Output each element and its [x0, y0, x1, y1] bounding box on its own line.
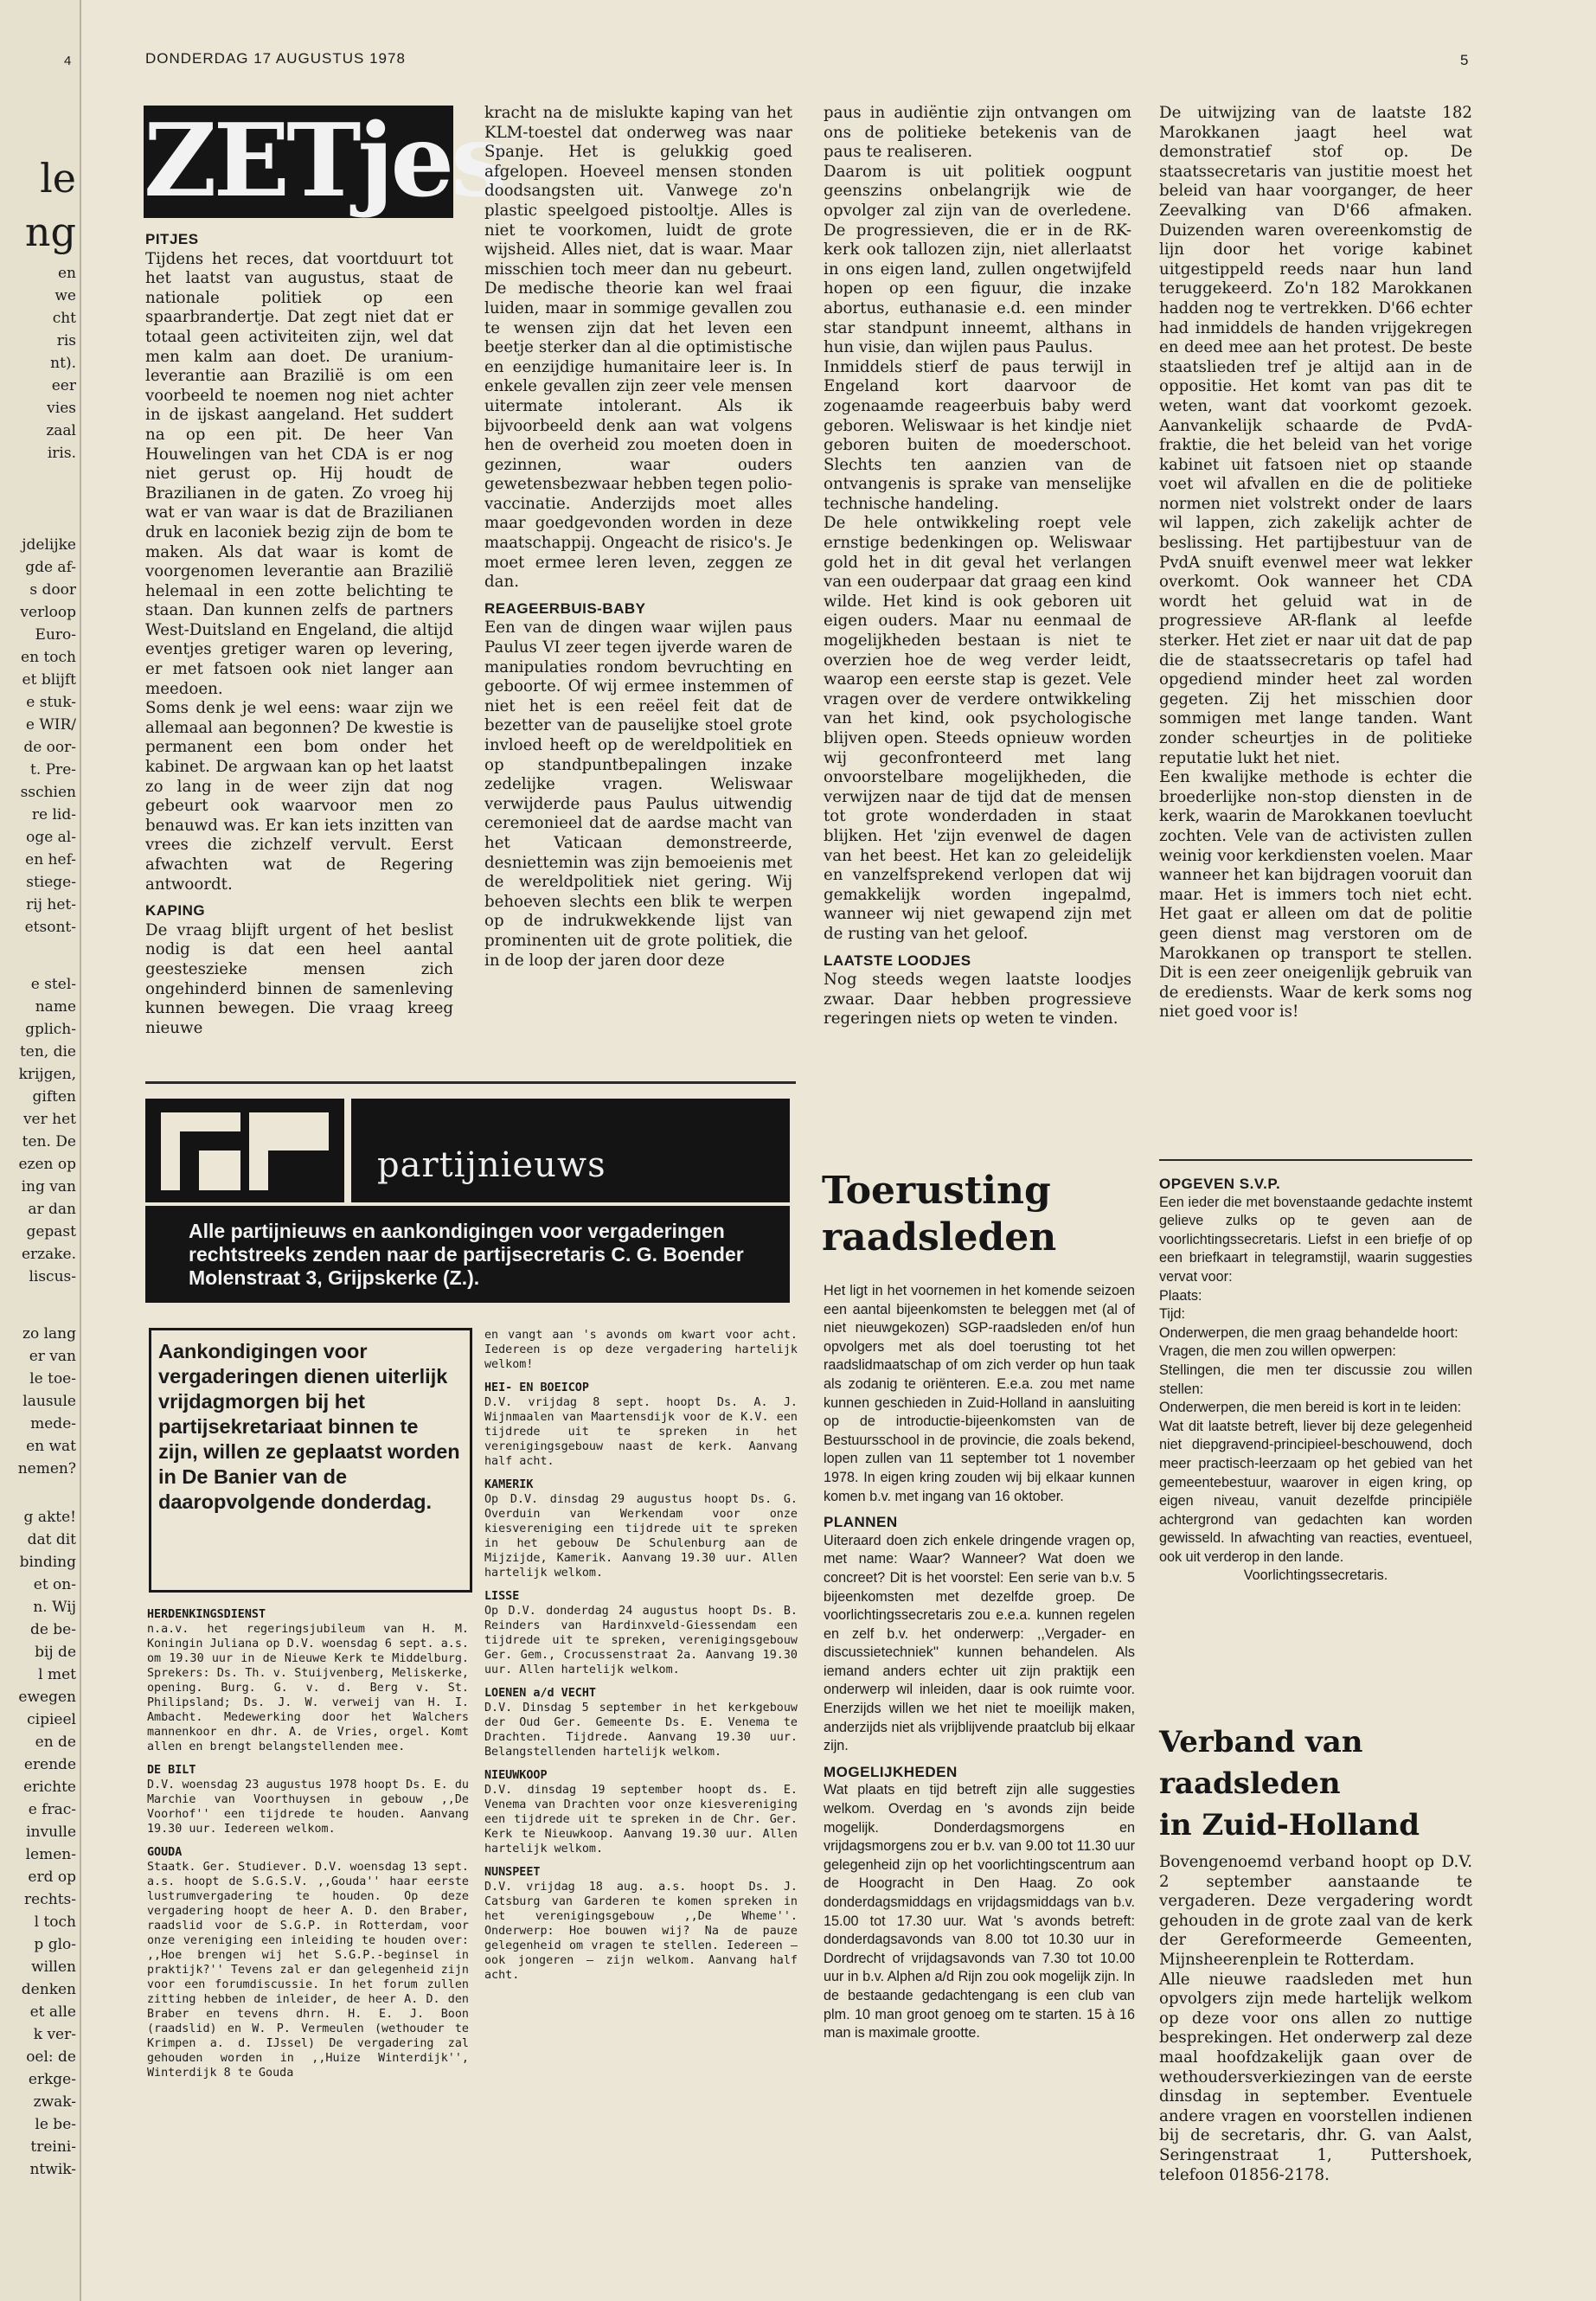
- verband-title-line: Verband van: [1159, 1725, 1363, 1759]
- verband-paragraph: Alle nieuwe raadsleden met hun opvolgers zijn mede hartelijk welkom op deze voor ons allen zo nuttige besprekingen. Het onderwerp zal deze maal hoofdzakelijk gaan over de wethoudersverkiezingen van de eerste dinsdag in september. Eventuele andere vragen en voorstellen indienen bij de secretaris, dhr. G. van Aalst, Seringenstraat 1, Puttershoek, telefoon 01856-2178.: [1159, 1970, 1472, 2184]
- zetjes-column-1: [145, 223, 453, 1038]
- article-paragraph: D.V. woensdag 23 augustus 1978 hoopt Ds. E. du Marchie van Voorthuysen in gebouw ,,De Voorhof'' een tijdrede te houden. Aanvang 19.30 uur. Iedereen welkom.: [147, 1779, 469, 1836]
- article-paragraph: D.V. dinsdag 19 september hoopt ds. E. Venema van Drachten voor onze kiesvereniging een tijdrede uit te spreken in de Chr. Ger. Kerk te Nieuwkoop. Aanvang 19.30 uur. Allen hartelijk welkom.: [484, 1784, 798, 1856]
- article-paragraph: D.V. vrijdag 8 sept. hoopt Ds. A. J. Wijnmaalen van Maartensdijk voor de K.V. een tijdrede uit te spreken in het verenigingsgebouw naast de kerk. Aanvang half acht.: [484, 1396, 798, 1468]
- opgeven-line: Plaats:: [1159, 1287, 1202, 1304]
- article-paragraph: Nog steeds wegen laatste loodjes zwaar. Daar hebben progressieve regeringen niets op weten te vinden.: [824, 971, 1131, 1029]
- opgeven-heading: OPGEVEN S.V.P.: [1159, 1176, 1281, 1192]
- article-paragraph: Daarom is uit politiek oogpunt geenszins onbelangrijk wie de opvolger zal zijn van de overledene. De progressieven, die er in de RK-kerk ook tallozen zijn, niet allerlaatst in ons eigen land, zullen ongetwijfeld hopen op een figuur, die inzake abortus, euthanasie e.d. een minder star standpunt inneemt, althans in hun visie, dan wijlen paus Paulus.: [824, 162, 1131, 357]
- left-page-fragment: krijgen,: [18, 1066, 76, 1083]
- party-logo-icon: [145, 1099, 344, 1202]
- verband-paragraph: Bovengenoemd verband hoopt op D.V. 2 september aanstaande te vergaderen. Deze vergadering wordt gehouden in de grote zaal van de kerk der Gereformeerde Gemeenten, Mijnsheerenplein te Rotterdam.: [1159, 1853, 1472, 1969]
- left-page-fragment: p glo-: [34, 1936, 76, 1953]
- article-subheading: MOGELIJKHEDEN: [824, 1763, 958, 1780]
- left-page-fragment: oge al-: [26, 829, 76, 846]
- article-subheading: NIEUWKOOP: [484, 1769, 548, 1782]
- toerusting-body: [824, 1282, 1135, 2043]
- left-page-fragment: ris: [56, 332, 76, 349]
- left-page-fragment: nemen?: [17, 1460, 76, 1477]
- toerusting-title-line: raadsleden: [822, 1215, 1057, 1259]
- deadline-announcement-text: Aankondigingen voor vergaderingen dienen uiterlijk vrijdagmorgen bij het partijsekretariaat binnen te zijn, willen ze geplaatst worden in De Banier van de daaropvolgende donderdag.: [158, 1340, 460, 1513]
- left-page-fragment: name: [35, 998, 76, 1016]
- article-paragraph: Inmiddels stierf de paus terwijl in Engeland kort daarvoor de zogenaamde reageerbuis baby werd geboren. Weliswaar is het kindje niet geboren buiten de moederschoot. Slechts ten aanzien van de ontvangenis is sprake van menselijke technische handeling.: [824, 357, 1131, 513]
- partijnieuws-title: partijnieuws: [377, 1145, 606, 1185]
- left-page-fragment: en wat: [26, 1438, 76, 1455]
- left-page-fragment: cht: [52, 310, 76, 327]
- left-page-fragment: giften: [32, 1088, 76, 1106]
- deadline-announcement-box: [149, 1328, 472, 1593]
- left-page-fragment: et blijft: [22, 671, 76, 689]
- article-paragraph: n.a.v. het regeringsjubileum van H. M. Koningin Juliana op D.V. woensdag 6 sept. a.s. om 19.30 uur in de Nieuwe Kerk te Middelburg. Sprekers: Ds. Th. v. Stuijvenberg, Meliskerke, opening. Burg. G. v. d. Berg v. St. Philipsland; Ds. J. W. verweij van H. I. Ambacht. Medewerking door het Walchers mannenkoor en dhr. A. de Vries, orgel. Komt allen en brengt belangstellenden mee.: [147, 1623, 469, 1753]
- left-page-fragment: erichte: [23, 1779, 76, 1796]
- verband-body: [1159, 1853, 1472, 2185]
- toerusting-title: [822, 1168, 1133, 1261]
- article-paragraph: Op D.V. donderdag 24 augustus hoopt Ds. B. Reinders van Hardinxveld-Giessendam een tijdrede uit te spreken, verenigingsgebouw Ger. Gem., Crocussenstraat 2a. Aanvang 19.30 uur. Allen hartelijk welkom.: [484, 1605, 798, 1676]
- left-page-fragment: eer: [51, 377, 76, 394]
- section-divider: [1159, 1159, 1472, 1161]
- left-page-fragment: gepast: [26, 1223, 76, 1240]
- left-page-fragment: verloop: [20, 604, 76, 621]
- article-subheading: KAMERIK: [484, 1478, 534, 1491]
- left-page-fragment: erkge-: [28, 2071, 76, 2088]
- article-paragraph: D.V. Dinsdag 5 september in het kerkgebouw der Oud Ger. Gemeente Ds. E. Venema te Drachten. Tijdrede. Aanvang 19.30 uur. Belangstellenden hartelijk welkom.: [484, 1702, 798, 1759]
- issue-date: DONDERDAG 17 AUGUSTUS 1978: [145, 50, 406, 67]
- left-page-fragment: bij de: [35, 1644, 76, 1661]
- left-page-fragment: t. Pre-: [29, 761, 76, 779]
- left-page-fragment: iris.: [47, 445, 76, 462]
- left-page-fragment: binding: [19, 1554, 76, 1571]
- left-page-fragment: en toch: [21, 649, 76, 666]
- left-page-fragment: de be-: [29, 1621, 76, 1638]
- article-paragraph: De hele ontwikkeling roept vele ernstige bedenkingen op. Weliswaar gold het in dit geval het verlangen van een ouderpaar dat graag een kind wilde. Het kind is ook geboren uit eigen ouders. Maar nu eenmaal de mogelijkheden bestaan is niet te overzien hoe de weg verder leidt, waarop een eerste stap is gezet. Vele vragen over de verdere ontwikkeling van het kind, ook psychologische blijven open. Steeds opnieuw worden wij geconfronteerd met lang onvoorstelbare mogelijkheden, die verwijzen naar de tijd dat de mensen tot grote wonderdaden in staat blijken. Het 'zijn evenwel de dagen van het beest. Het kan zo geleidelijk en vanzelfsprekend verlopen dat wij gemakkelijk worden ingepalmd, wanneer wij niet gewapend zijn met de rusting van het geloof.: [824, 514, 1131, 943]
- opgeven-closing: Wat dit laatste betreft, liever bij deze gelegenheid niet diepgravend-principieel-beschouwend, doch meer practisch-leerzaam op het gebied van het gemeentebestuur, waarover in eigen kring, op eigen niveau, vanuit dezelfde principiële achtergrond van gedachten kan worden gewisseld. In afwachting van reacties, eventueel, ook uit verderop in den lande.: [1159, 1418, 1472, 1565]
- article-subheading: PLANNEN: [824, 1514, 898, 1531]
- opgeven-section: [1159, 1168, 1472, 1586]
- left-page-fragment: en hef-: [25, 851, 76, 868]
- left-page-fragment: gde af-: [25, 559, 76, 576]
- left-page-fragment: we: [54, 287, 76, 304]
- left-page-fragment: le toe-: [29, 1370, 76, 1388]
- left-page-fragment: e frac-: [28, 1801, 76, 1818]
- left-page-fragment: ver het: [22, 1111, 76, 1128]
- opgeven-line: Onderwerpen, die men graag behandelde hoort:: [1159, 1324, 1458, 1341]
- article-subheading: LOENEN a/d VECHT: [484, 1687, 596, 1700]
- left-page-fragment: rij het-: [26, 896, 76, 913]
- opgeven-line: Vragen, die men zou willen opwerpen:: [1159, 1343, 1396, 1360]
- article-subheading: DE BILT: [147, 1764, 196, 1777]
- article-paragraph: De uitwijzing van de laatste 182 Marokkanen jaagt heel wat demonstratief stof op. De staatssecretaris van justitie moest het beleid van haar voorganger, de heer Zeevalking van D'66 afmaken. Duizenden waren overeenkomstig de lijn door het vorige kabinet uitgestippeld reeds naar hun land teruggekeerd. Zo'n 182 Marokkanen hadden nog te vertrekken. D'66 echter had inmiddels de handen vrijgekregen en deed mee aan het protest. De beste staatslieden tref je altijd aan in de oppositie. Het komt van pas dit te weten, want dat voorkomt gezoek. Aanvankelijk schaarde de PvdA-fraktie, die het beleid van het vorige kabinet uit fatsoen niet op staande voet wil afvallen en die de politieke normen niet volstrekt onder de laars wil lappen, zich zakelijk achter de beslissing. Het partijbestuur van de PvdA snuift evenwel meer wat lekker overkomt. Ook wanneer het CDA wordt het geluid wat in de progressieve AR-flank al leefde sterker. Het ziet er naar uit dat de pap die de staatssecretaris op tafel had opgediend minder heet zal worden gegeten. Zij het misschien door sommigen met lange tanden. Want zonder scheurtjes in de politieke reputatie lukt het niet.: [1159, 104, 1472, 767]
- partijnieuws-title-bar: [351, 1099, 790, 1202]
- left-page-fragment: et on-: [33, 1576, 76, 1593]
- left-page-fragment: l met: [38, 1666, 76, 1683]
- article-paragraph: De vraag blijft urgent of het beslist nodig is dat een heel aantal geesteszieke mensen zich ongehinderd binnen de samenleving kunnen bewegen. Die vraag kreeg nieuwe: [145, 920, 453, 1037]
- article-subheading: NUNSPEET: [484, 1866, 541, 1879]
- left-page-fragment: le: [40, 155, 76, 202]
- left-page-fragment: etsont-: [24, 919, 76, 936]
- article-subheading: LAATSTE LOODJES: [824, 952, 971, 969]
- left-page-fragment: oel: de: [26, 2048, 76, 2066]
- opgeven-line: Stellingen, die men ter discussie zou willen stellen:: [1159, 1362, 1472, 1397]
- zetjes-column-4: [1159, 104, 1472, 1022]
- article-paragraph: Soms denk je wel eens: waar zijn we allemaal aan begonnen? De kwestie is permanent een bom onder het kabinet. De argwaan kan op het laatst zo lang in de weer zijn dat nog gebeurt ook waarvoor men zo benauwd was. Er kan iets inzitten van vrees die zichzelf vervult. Eerst afwachten wat de Regering antwoordt.: [145, 699, 453, 894]
- partijnieuws-column-b: [484, 1328, 798, 1983]
- left-page-fragment: vies: [47, 400, 76, 417]
- article-subheading: KAPING: [145, 902, 206, 920]
- article-subheading: HEI- EN BOEICOP: [484, 1381, 589, 1394]
- left-page-fragment: invulle: [26, 1823, 76, 1841]
- article-subheading: HERDENKINGSDIENST: [147, 1608, 266, 1621]
- left-page-fragment: treini-: [30, 2138, 76, 2156]
- left-page-fragment: de oor-: [23, 739, 76, 756]
- left-page-fragment: s door: [29, 581, 76, 599]
- left-page-fragment: zwak-: [33, 2093, 76, 2111]
- left-page-fragment: nt).: [50, 355, 76, 372]
- article-paragraph: Een van de dingen waar wijlen paus Paulus VI zeer tegen ijverde waren de manipulaties rondom bevruchting en geboorte. Of wij ermee instemmen of niet het is een reëel feit dat de bezetter van de pauselijke stoel grote invloed heeft op de wereldpolitiek en op standpuntbepalingen inzake zedelijke vragen. Weliswaar verwijderde paus Paulus uitwendig ceremonieel dat de aardse macht van het Vaticaan demonstreerde, desniettemin was zijn bemoeienis met de wereldpolitiek niet gering. Wij behoeven slechts een blik te werpen op de indrukwekkende lijst van prominenten uit de grote politiek, die in de loop der jaren door deze: [484, 619, 792, 970]
- left-page-fragment: liscus-: [29, 1268, 76, 1285]
- left-page-fragment: er van: [29, 1348, 76, 1365]
- left-page-fragment: sschien: [20, 784, 76, 801]
- article-paragraph: Tijdens het reces, dat voortduurt tot het laatst van augustus, staat de nationale politiek op een spaarbrandertje. Dat zegt niet dat er totaal geen activiteiten zijn, wel dat men kalm aan doet. De uranium-leverantie aan Brazilië is om een voorbeeld te noemen nog niet achter in de ijskast aangeland. Het suddert na op een pit. De heer Van Houwelingen van het CDA is er nog niet gerust op. Hij houdt de Brazilianen in de gaten. Zo vroeg hij wat er van waar is dat de Brazilianen druk en laconiek bezig zijn de bom te maken. Als dat waar is komt de voorgenomen leverantie aan Brazilië helemaal in een zotte belichting te staan. Dan kunnen zelfs de partners West-Duitsland en Engeland, die altijd eventjes gretiger waren op levering, er met fatsoen ook niet langer aan meedoen.: [145, 249, 453, 698]
- right-page-number: 5: [1460, 52, 1469, 68]
- article-paragraph: Uiteraard doen zich enkele dringende vragen op, met name: Waar? Wanneer? Wat doen we concreet? Dit is het voorstel: Een serie van b.v. 5 bijeenkomsten met dezelfde groep. De voorlichtingssecretaris zou e.e.a. kunnen regelen en zelf b.v. het onderwerp: ,,Vergader- en discussietechniek'' kunnen behandelen. Als iemand anders echter uit zijn praktijk een onderwerp wil inleiden, daar is ook ruimte voor. Enerzijds willen we het niet te moeilijk maken, anderzijds niet als vrijblijvende praatclub bij elkaar zijn.: [824, 1532, 1135, 1754]
- article-paragraph: Staatk. Ger. Studiever. D.V. woensdag 13 sept. a.s. hoopt de S.G.S.V. ,,Gouda'' haar eerste lustrumvergadering te houden. Op deze vergadering hoopt de heer A. D. den Braber, raadslid voor de S.G.P. in Rotterdam, voor onze vereniging een inleiding te houden over: ,,Hoe brengen wij het S.G.P.-beginsel in praktijk?'' Tevens zal er dan gelegenheid zijn voor een forumdiscussie. In het forum zullen zitting hebben de inleider, de heer A. D. den Braber en tevens dhrn. H. E. J. Boon (raadslid) en W. P. Vermeulen (wethouder te Krimpen a. d. IJssel) De vergadering zal gehouden worden in ,,Huize Winterdijk'', Winterdijk 8 te Gouda: [147, 1861, 469, 2080]
- article-paragraph: Wat plaats en tijd betreft zijn alle suggesties welkom. Overdag en 's avonds zijn beide mogelijk. Donderdagsmorgens en vrijdagsmorgens zou er b.v. van 9.00 tot 11.30 uur gelegenheid zijn op het voorlichtingscentrum aan de Hoogracht in Den Haag. Zo ook donderdagsmiddags en vrijdagsmiddags van b.v. 15.00 tot 17.30 uur. Wat 's avonds betreft: donderdagsavonds van 8.00 tot 10.30 uur in Dordrecht of vrijdagsavonds van 7.30 tot 10.00 uur in b.v. Alphen a/d Rijn zou ook mogelijk zijn. In de bestaande gedachtengang is een club van plm. 10 man groot genoeg om te starten. 15 à 16 man is maximale grootte.: [824, 1782, 1135, 2041]
- article-subheading: REAGEERBUIS-BABY: [484, 599, 646, 617]
- left-page-fragment: ng: [24, 208, 76, 255]
- left-page-fragment: ten. De: [22, 1133, 76, 1150]
- left-page-fragment: ezen op: [18, 1156, 76, 1173]
- left-page-fragment: denken: [21, 1981, 76, 1998]
- left-page-fragment: lemen-: [25, 1846, 76, 1863]
- partijnieuws-column-a: [147, 1599, 469, 2080]
- partijnieuws-notice-bar: [145, 1206, 790, 1303]
- left-page-fragment: erd op: [28, 1868, 76, 1886]
- article-paragraph: en vangt aan 's avonds om kwart voor acht. Iedereen is op deze vergadering hartelijk welkom!: [484, 1329, 798, 1371]
- article-paragraph: D.V. vrijdag 18 aug. a.s. hoopt Ds. J. Catsburg van Garderen te komen spreken in het verenigingsgebouw ,,De Wheme''. Onderwerp: Hoe bouwen wij? Na de pauze gelegenheid om vragen te stellen. Iedereen – ook jongeren – zijn welkom. Aanvang half acht.: [484, 1881, 798, 1982]
- left-page-fragment: en: [57, 265, 76, 282]
- opgeven-signature: Voorlichtingssecretaris.: [1243, 1567, 1388, 1584]
- section-divider: [145, 1081, 796, 1084]
- zetjes-column-3: [824, 104, 1131, 1029]
- left-page-fragment: erzake.: [21, 1246, 76, 1263]
- partijnieuws-notice: Alle partijnieuws en aankondigingen voor vergaderingen rechtstreeks zenden naar de partijsecretaris C. G. Boender Molenstraat 3, Grijpskerke (Z.).: [189, 1220, 744, 1289]
- verband-title-line: in Zuid-Holland: [1159, 1808, 1420, 1843]
- left-page-fragment: erende: [23, 1756, 76, 1773]
- left-page-fragment: n. Wij: [33, 1599, 76, 1616]
- left-page-fragment: e stuk-: [26, 694, 76, 711]
- left-page-fragment: cipieel: [27, 1711, 76, 1728]
- left-page-fragment: mede-: [30, 1415, 76, 1433]
- left-page-fragment: gplich-: [25, 1021, 76, 1038]
- article-paragraph: Op D.V. dinsdag 29 augustus hoopt Ds. G. Overduin van Werkendam voor onze kiesvereniging een tijdrede uit te spreken in het gebouw De Schulenburg aan de Mijzijde, Kamerik. Aanvang 19.30 uur. Allen hartelijk welkom.: [484, 1493, 798, 1580]
- left-page-margin: [0, 0, 81, 2301]
- opgeven-line: Tijd:: [1159, 1306, 1185, 1323]
- opgeven-line: Onderwerpen, die men bereid is kort in te leiden:: [1159, 1400, 1462, 1416]
- left-page-fragment: ntwik-: [29, 2161, 76, 2178]
- left-page-fragment: rechts-: [24, 1891, 76, 1908]
- left-page-fragment: l toch: [34, 1913, 76, 1931]
- left-page-fragment: dat dit: [27, 1531, 76, 1548]
- left-page-fragment: le be-: [35, 2116, 76, 2133]
- partijnieuws-banner: [145, 1099, 790, 1306]
- left-page-fragment: ar dan: [28, 1201, 76, 1218]
- left-page-fragment: zo lang: [22, 1325, 76, 1343]
- article-paragraph: paus in audiëntie zijn ontvangen om ons de politieke betekenis van de paus te realiseren.: [824, 104, 1131, 162]
- left-page-fragment: e stel-: [30, 976, 76, 993]
- article-subheading: PITJES: [145, 231, 199, 247]
- article-paragraph: Een kwalijke methode is echter die broederlijke non-stop diensten in de kerk, waarin de Marokkanen toevlucht zochten. Vele van de activisten zullen weinig voor kerkdiensten voelen. Maar wanneer het kan bijdragen vooruit dan maar. Het is immers toch niet echt. Het gaat er alleen om dat de politie geen dienst mag verstoren om de Marokkanen op transport te stellen. Dit is een zeer oneigenlijk gebruik van de erediensts. Waar de kerk soms nog niet goed voor is!: [1159, 768, 1472, 1022]
- article-paragraph: Het ligt in het voornemen in het komende seizoen een aantal bijeenkomsten te beleggen met (al of niet nieuwgekozen) SGP-raadsleden en/of hun opvolgers met als doel toerusting tot het raadslidmaatschap of om zich verder op hun taak als zodanig te oriënteren. E.e.a. zou met name kunnen geschieden in Zuid-Holland in aansluiting op de introductie-bijeenkomsten van de Bestuursschool in de provincie, die zoals bekend, lopen zullen van 11 september tot 1 november 1978. In eigen kring zouden wij bij elkaar kunnen komen b.v. met ingang van 16 oktober.: [824, 1283, 1135, 1504]
- left-page-fragment: re lid-: [31, 806, 76, 824]
- toerusting-title-line: Toerusting: [822, 1169, 1051, 1213]
- left-page-number: 4: [64, 54, 72, 68]
- zetjes-logo: ZETjes: [144, 102, 504, 220]
- left-page-fragment: ing van: [21, 1178, 76, 1195]
- left-page-fragment: zaal: [46, 422, 76, 439]
- left-page-fragment: ten, die: [19, 1043, 76, 1061]
- opgeven-intro: Een ieder die met bovenstaande gedachte instemt gelieve zulks op te geven aan de voorlichtingssecretaris. Liefst in een briefje of op een briefkaart in telegramstijl, waarin suggesties vervat voor:: [1159, 1194, 1472, 1285]
- article-subheading: LISSE: [484, 1590, 520, 1603]
- left-page-fragment: stiege-: [26, 874, 76, 891]
- verband-title-line: raadsleden: [1159, 1766, 1341, 1801]
- article-subheading: GOUDA: [147, 1846, 183, 1859]
- left-page-fragment: g akte!: [23, 1509, 76, 1526]
- left-page-fragment: willen: [31, 1958, 76, 1976]
- left-page-fragment: k ver-: [33, 2026, 76, 2043]
- left-page-fragment: en de: [35, 1734, 76, 1751]
- zetjes-column-2: [484, 104, 792, 971]
- left-page-fragment: lausule: [22, 1393, 76, 1410]
- verband-title: [1159, 1721, 1472, 1846]
- left-page-fragment: jdelijke: [22, 536, 76, 554]
- left-page-fragment: ewegen: [18, 1689, 76, 1706]
- left-page-fragment: et alle: [29, 2003, 76, 2021]
- left-page-fragment: Euro-: [35, 626, 76, 644]
- left-page-fragment: e WIR/: [25, 716, 76, 734]
- article-paragraph: kracht na de mislukte kaping van het KLM-toestel dat onderweg was naar Spanje. Het is gelukkig goed afgelopen. Hoeveel mensen stonden doodsangsten uit. Vanwege zo'n plastic speelgoed pistooltje. Alles is niet te voorkomen, luidt de grote wijsheid. Alles niet, dat is waar. Maar misschien toch meer dan nu gebeurt. De medische theorie kan wel fraai luiden, maar in sommige gevallen zou te wensen zijn dat het leven een beetje sterker dan al die optimistische en eenzijdige humanitaire leer is. In enkele gevallen zijn zeer vele mensen uitermate intolerant. Als ik bijvoorbeeld denk aan wat volgens hen de overheid zou moeten doen in gezinnen, waar ouders gewetensbezwaar hebben tegen polio-vaccinatie. Anderzijds moet alles maar goedgevonden worden in deze maatschappij. Ongeacht de risico's. Je moet ermee leren leven, zeggen ze dan.: [484, 104, 792, 592]
